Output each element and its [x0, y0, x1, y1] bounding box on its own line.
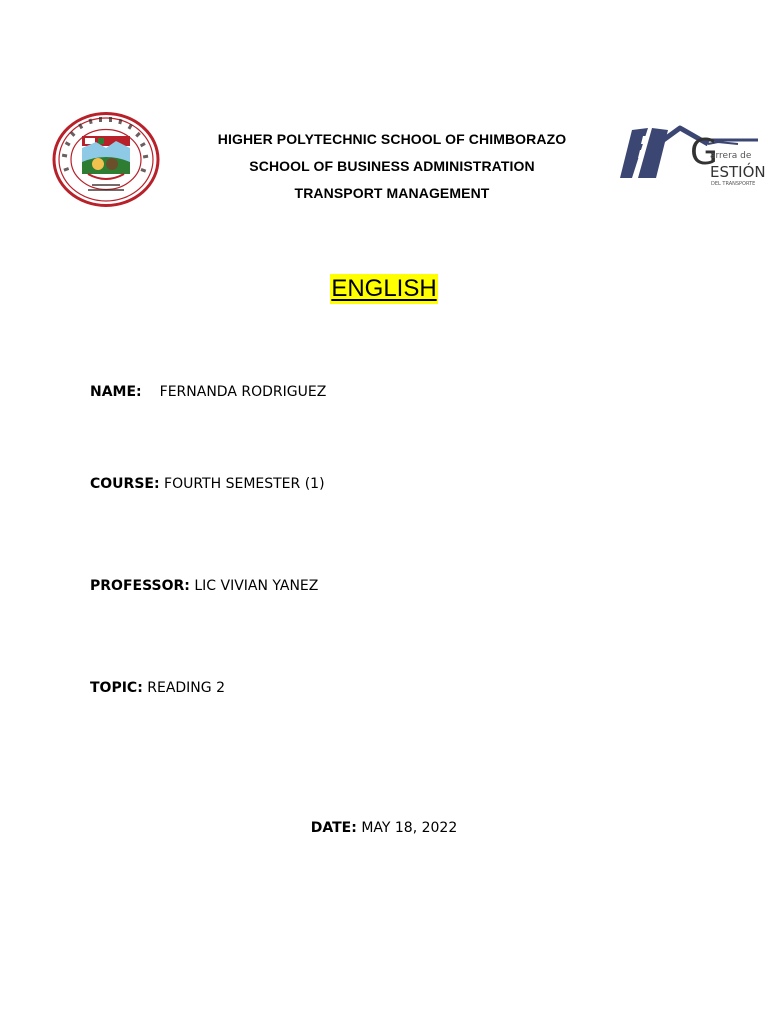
- topic-field: [90, 679, 225, 697]
- topic-label: TOPIC:: [90, 680, 143, 696]
- professor-value: LIC VIVIAN YANEZ: [194, 578, 319, 594]
- date-value: MAY 18, 2022: [361, 820, 458, 836]
- date-field: [0, 819, 768, 837]
- header-line-institution: HIGHER POLYTECHNIC SCHOOL OF CHIMBORAZO: [217, 131, 567, 147]
- subject-title-wrapper: [0, 274, 768, 304]
- name-label: NAME:: [90, 384, 142, 400]
- svg-text:arrera de: arrera de: [710, 151, 752, 161]
- name-field: [90, 383, 326, 401]
- svg-text:G: G: [690, 132, 718, 173]
- espoch-seal-logo-icon: [52, 112, 160, 207]
- header-line-school: SCHOOL OF BUSINESS ADMINISTRATION: [249, 158, 535, 174]
- subject-title: ENGLISH: [331, 275, 437, 302]
- svg-text:DEL TRANSPORTE: DEL TRANSPORTE: [711, 181, 756, 187]
- gestion-transporte-logo-icon: [618, 122, 766, 194]
- institution-header: [192, 126, 592, 207]
- topic-value: READING 2: [147, 680, 225, 696]
- date-label: DATE:: [310, 820, 357, 836]
- professor-field: [90, 577, 318, 595]
- course-value: FOURTH SEMESTER (1): [164, 476, 325, 492]
- professor-label: PROFESSOR:: [90, 578, 190, 594]
- header-line-program: TRANSPORT MANAGEMENT: [294, 185, 490, 201]
- name-value: FERNANDA RODRIGUEZ: [159, 384, 327, 400]
- course-label: COURSE:: [90, 476, 160, 492]
- svg-text:ESTIÓN: ESTIÓN: [710, 163, 766, 181]
- course-field: [90, 475, 325, 493]
